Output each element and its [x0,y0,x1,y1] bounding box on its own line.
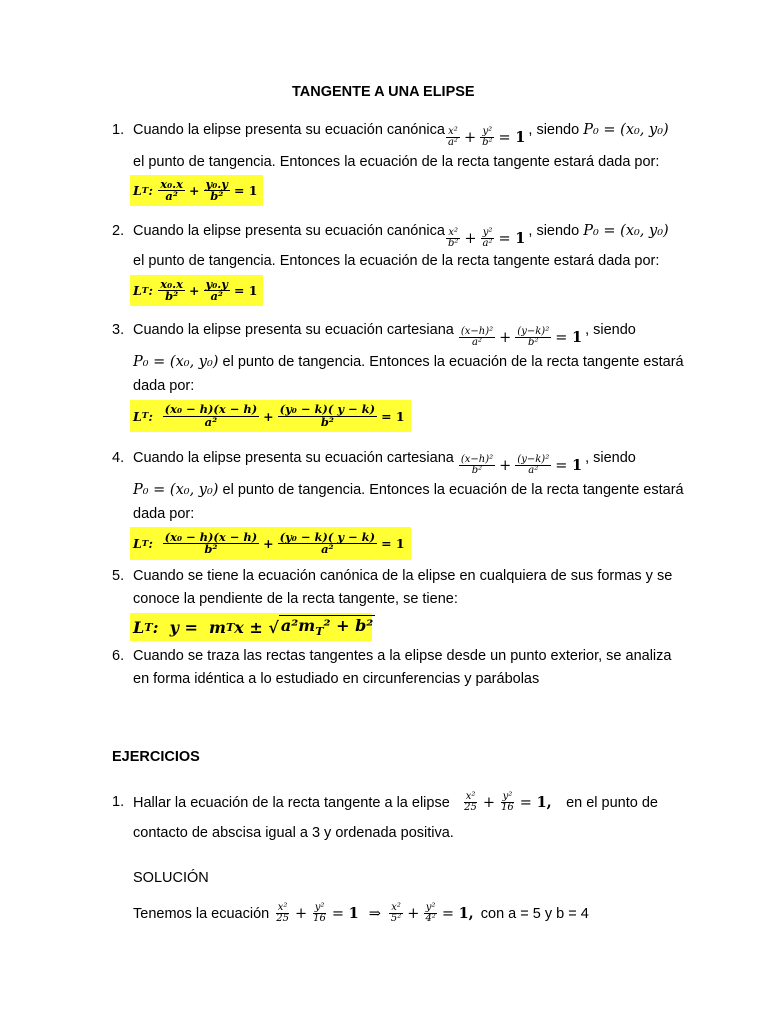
item-1-text: Cuando la elipse presenta su ecuación canónica $\frac{\text{x²}}{\text{a²}}$ + $\frac{\text{y²}}{\text{b²}}$ = 1 , siendo P₀ = (x₀, y₀) [133,122,669,148]
ejercicios-heading: EJERCICIOS [112,749,200,765]
item-4-text-3: dada por: [133,506,195,522]
item-1-text-2: el punto de tangencia. Entonces la ecuación de la recta tangente estará dada por: [133,154,660,170]
item-2-number: 2. [112,223,125,239]
exercise-1-text-2: contacto de abscisa igual a 3 y ordenada positiva. [133,825,454,841]
exercise-1-number: 1. [112,794,125,810]
item-4-text: Cuando la elipse presenta su ecuación cartesiana $\frac{\text{(x−h)²}}{\text{b²}}$ + $\frac{\text{(y−k)²}}{\text{a²}}$ = 1 , siendo [133,450,636,476]
item-5-number: 5. [112,568,125,584]
item-3-text-2: P₀ = (x₀, y₀) el punto de tangencia. Entonces la ecuación de la recta tangente estará [133,354,684,370]
solution-text: Tenemos la ecuación $\frac{\text{x²}}{25}$ + $\frac{\text{y²}}{16}$ = 1 ⇒ $\frac{\text{x²}}{\text{5²}}$ + $\frac{\text{y²}}{\text{4²}}$ = 1, con a = 5 y b = 4 [133,902,589,924]
item-3-text: Cuando la elipse presenta su ecuación cartesiana $\frac{\text{(x−h)²}}{\text{a²}}$ + $\frac{\text{(y−k)²}}{\text{b²}}$ = 1 , siendo [133,322,636,348]
item-2-text: Cuando la elipse presenta su ecuación canónica $\frac{\text{x²}}{\text{b²}}$ + $\frac{\text{y²}}{\text{a²}}$ = 1 , siendo P₀ = (x₀, y₀) [133,223,669,249]
tangent-formula-1: L T : $\frac{\text{x₀.x}}{\text{a²}}$ + $\frac{\text{y₀.y}}{\text{b²}}$ = 1 [130,175,263,206]
tangent-formula-3: L T : $\frac{\text{(x₀ − h)(x − h)}}{\text{a²}}$ + $\frac{\text{(y₀ − k)( y − k)}}{\text{b²}}$ = 1 [130,400,411,432]
tangent-slope-formula: L T : y = m T x ± √ $a^2m_T^2 + b^2$ [130,613,372,641]
item-1-number: 1. [112,122,125,138]
tangent-formula-2: L T : $\frac{\text{x₀.x}}{\text{b²}}$ + $\frac{\text{y₀.y}}{\text{a²}}$ = 1 [130,275,263,306]
page-title: TANGENTE A UNA ELIPSE [292,84,475,100]
item-2-text-2: el punto de tangencia. Entonces la ecuación de la recta tangente estará dada por: [133,253,660,269]
solution-label: SOLUCIÓN [133,870,209,886]
item-6-text: Cuando se traza las rectas tangentes a la elipse desde un punto exterior, se analiza [133,648,672,664]
item-6-number: 6. [112,648,125,664]
item-5-text: Cuando se tiene la ecuación canónica de la elipse en cualquiera de sus formas y se [133,568,673,584]
item-4-text-2: P₀ = (x₀, y₀) el punto de tangencia. Entonces la ecuación de la recta tangente estará [133,482,684,498]
item-6-text-2: en forma idéntica a lo estudiado en circunferencias y parábolas [133,671,540,687]
item-3-text-3: dada por: [133,378,195,394]
item-3-number: 3. [112,322,125,338]
tangent-formula-4: L T : $\frac{\text{(x₀ − h)(x − h)}}{\text{b²}}$ + $\frac{\text{(y₀ − k)( y − k)}}{\text{a²}}$ = 1 [130,527,411,560]
exercise-1-text: Hallar la ecuación de la recta tangente a la elipse $\frac{\text{x²}}{25}$ + $\frac{\text{y²}}{16}$ = 1, en el punto de [133,791,658,813]
item-4-number: 4. [112,450,125,466]
item-5-text-2: conoce la pendiente de la recta tangente, se tiene: [133,591,458,607]
